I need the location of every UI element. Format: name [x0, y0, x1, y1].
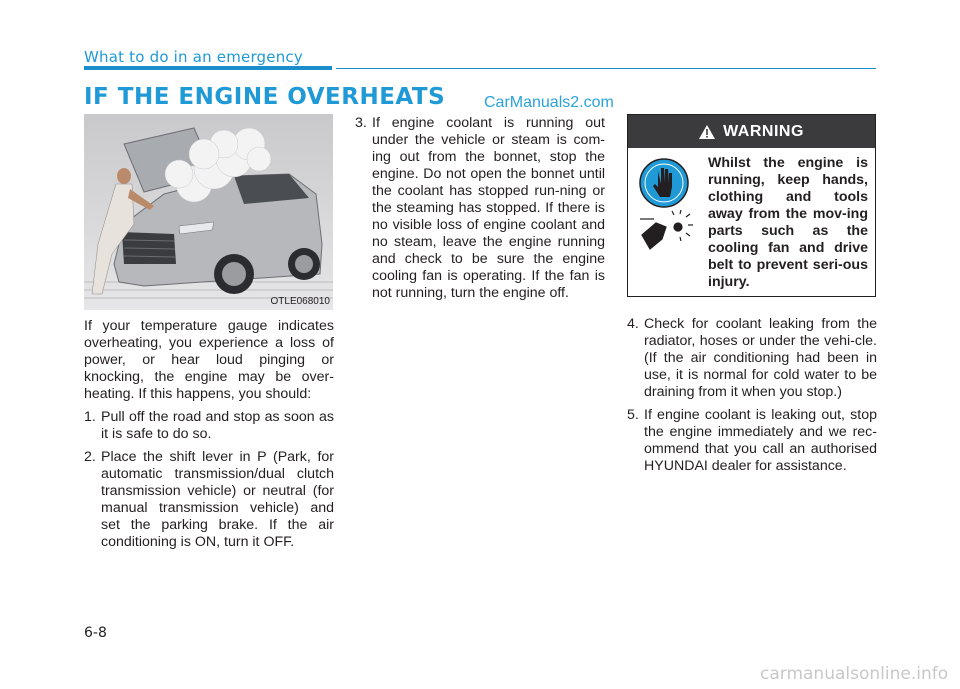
list-number: 5. [627, 407, 639, 423]
list-text: Check for coolant leaking from the radiator, hoses or under the vehi-cle. (If the air conditioning had been in use, it is normal for cold water to be draining from it when you stop.) [644, 316, 877, 400]
column-right [627, 316, 877, 475]
list-text: Pull off the road and stop as soon as it is safe to do so. [101, 409, 334, 442]
list-number: 3. [355, 115, 367, 131]
list-item [84, 449, 334, 551]
overheating-illustration [84, 114, 333, 310]
list-number: 4. [627, 316, 639, 332]
list-text: Place the shift lever in P (Park, for automatic transmission/dual clutch transmission vehicle) or neutral (for manual transmission vehicle) and set the parking brake. If the air conditioning is ON, turn it OFF. [101, 449, 334, 550]
page-number: 6-8 [84, 625, 107, 641]
warning-icons [636, 157, 700, 262]
warning-text: Whilst the engine is running, keep hands, clothing and tools away from the mov-ing parts such as the cooling fan and drive belt to prevent seri-ous injury. [708, 155, 868, 290]
list-item [627, 407, 877, 475]
intro-paragraph: If your temperature gauge indicates overheating, you experience a loss of power, or hear loud pinging or knocking, the engine may be over-heating. If this happens, you should: [84, 318, 334, 402]
column-middle [355, 115, 605, 302]
list-number: 1. [84, 409, 96, 425]
column-left [84, 318, 334, 551]
list-item [627, 316, 877, 401]
stop-hand-icon [640, 159, 688, 207]
list-item [84, 409, 334, 443]
warning-box [627, 114, 876, 297]
top-watermark[interactable]: CarManuals2.com [484, 94, 614, 111]
warning-label: WARNING [723, 122, 804, 140]
figure-code: OTLE068010 [270, 296, 330, 307]
list-text: If engine coolant is leaking out, stop the engine immediately and we rec-ommend that you call an authorised HYUNDAI dealer for assistance. [644, 407, 877, 474]
list-item [355, 115, 605, 302]
warning-triangle-icon [699, 125, 715, 139]
header-rule-thin [336, 68, 876, 69]
header-rule-thick [84, 66, 332, 70]
warning-pictograms [636, 157, 700, 257]
car-steam-drawing [84, 114, 333, 310]
footer-watermark[interactable]: carmanualsonline.info [760, 664, 949, 684]
list-text: If engine coolant is running out under the vehicle or steam is com-ing out from the bonnet, stop the engine. Do not open the bonnet until the coolant has stopped run-ning or the steaming has stopped. If there is no visible loss of engine coolant and no steam, leave the engine running and check to be sure the engine cooling fan is operating. If the fan is not running, turn the engine off. [372, 115, 605, 301]
warning-header [628, 115, 875, 148]
fan-hand-hazard-icon [640, 210, 693, 249]
list-number: 2. [84, 449, 96, 465]
running-header: What to do in an emergency [84, 48, 303, 66]
section-title: IF THE ENGINE OVERHEATS [84, 84, 446, 110]
